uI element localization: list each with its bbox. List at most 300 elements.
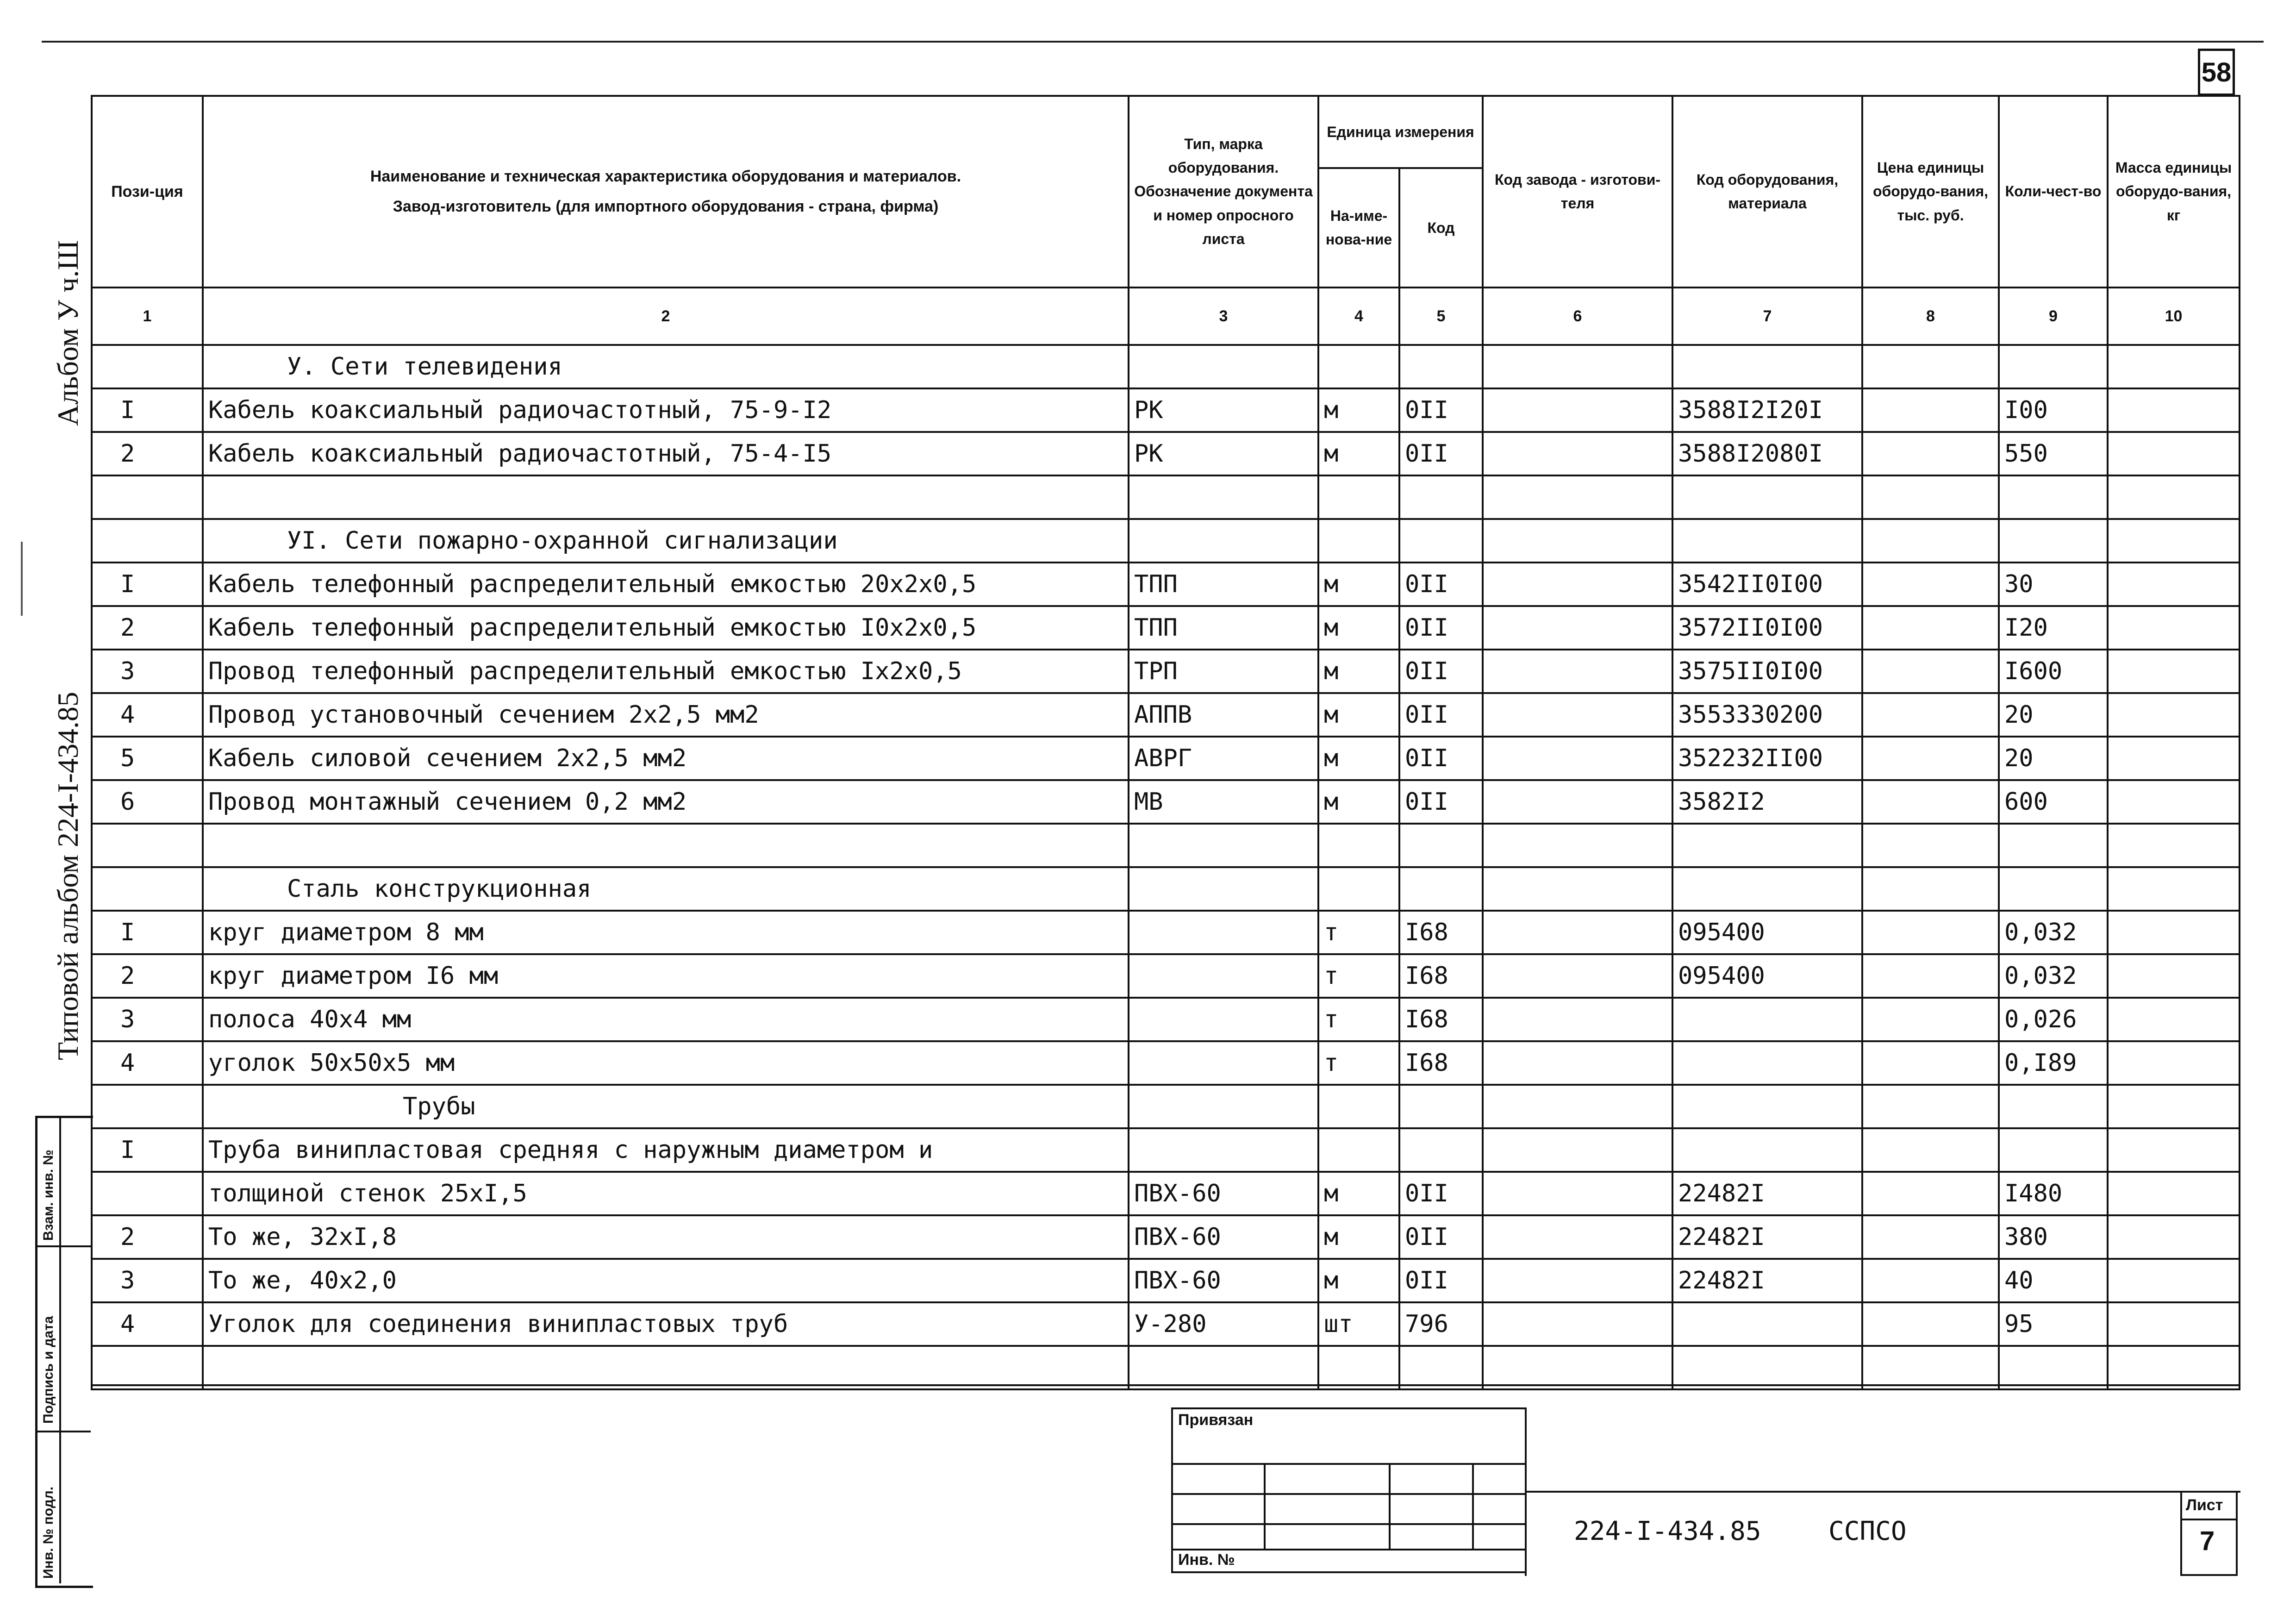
row-factory-code (1483, 1128, 1672, 1172)
row-qty (1999, 824, 2108, 867)
row-qty: I600 (1999, 650, 2108, 693)
section-row (92, 867, 2240, 911)
col-number: 4 (1318, 288, 1399, 345)
row-type: У-280 (1129, 1302, 1318, 1346)
row-qty: 0,032 (1999, 911, 2108, 954)
row-unit-code (1399, 475, 1483, 519)
row-qty: I00 (1999, 388, 2108, 432)
row-name: Кабель коаксиальный радиочастотный, 75-9-I2 (203, 388, 1129, 432)
row-price (1862, 867, 1999, 911)
row-name: Кабель силовой сечением 2х2,5 мм2 (203, 737, 1129, 780)
row-price (1862, 1085, 1999, 1128)
row-equip-code (1672, 1346, 1862, 1389)
row-position: 2 (92, 432, 203, 475)
row-equip-code: 22482I (1672, 1259, 1862, 1302)
table-row (92, 824, 2240, 867)
row-factory-code (1483, 954, 1672, 998)
row-price (1862, 563, 1999, 606)
row-type: ТПП (1129, 563, 1318, 606)
table-row (92, 998, 2240, 1041)
row-name: полоса 40х4 мм (203, 998, 1129, 1041)
row-type: ТПП (1129, 606, 1318, 650)
row-unit-code: 0II (1399, 650, 1483, 693)
row-qty: I20 (1999, 606, 2108, 650)
row-position (92, 345, 203, 388)
row-type (1129, 345, 1318, 388)
row-position: I (92, 1128, 203, 1172)
row-unit (1318, 1346, 1399, 1389)
table-row (92, 1041, 2240, 1085)
row-equip-code: 3588I2080I (1672, 432, 1862, 475)
row-price (1862, 824, 1999, 867)
col-number: 1 (92, 288, 203, 345)
row-factory-code (1483, 737, 1672, 780)
row-name: То же, 40х2,0 (203, 1259, 1129, 1302)
row-price (1862, 780, 1999, 824)
row-position: 2 (92, 606, 203, 650)
row-mass (2108, 650, 2240, 693)
header-name-line2: Завод-изготовитель (для импортного оборудования - страна, фирма) (393, 198, 939, 215)
row-mass (2108, 911, 2240, 954)
bound-line-v1 (1264, 1463, 1266, 1549)
col-number: 8 (1862, 288, 1999, 345)
row-name (203, 824, 1129, 867)
row-type: РК (1129, 432, 1318, 475)
row-unit (1318, 867, 1399, 911)
row-equip-code (1672, 824, 1862, 867)
row-type (1129, 1085, 1318, 1128)
row-name (203, 475, 1129, 519)
col-number: 3 (1129, 288, 1318, 345)
row-name: круг диаметром 8 мм (203, 911, 1129, 954)
row-unit-code (1399, 1346, 1483, 1389)
row-factory-code (1483, 693, 1672, 737)
header-unit-name: На-име-нова-ние (1318, 168, 1399, 288)
row-name: У. Сети телевидения (203, 345, 1129, 388)
row-mass (2108, 998, 2240, 1041)
row-name: Кабель телефонный распределительный емкостью I0х2х0,5 (203, 606, 1129, 650)
bound-line-h4 (1171, 1549, 1525, 1550)
row-type: РК (1129, 388, 1318, 432)
row-qty: 95 (1999, 1302, 2108, 1346)
stamp-label-vzam: Взам. инв. № (41, 1150, 56, 1241)
row-qty: 40 (1999, 1259, 2108, 1302)
row-factory-code (1483, 1085, 1672, 1128)
table-row (92, 1172, 2240, 1215)
header-qty: Коли-чест-во (1999, 96, 2108, 288)
row-type (1129, 998, 1318, 1041)
table-row (92, 650, 2240, 693)
row-mass (2108, 345, 2240, 388)
row-name: Кабель телефонный распределительный емкостью 20х2х0,5 (203, 563, 1129, 606)
table-row (92, 737, 2240, 780)
row-qty: 550 (1999, 432, 2108, 475)
row-mass (2108, 1041, 2240, 1085)
row-name: Провод установочный сечением 2х2,5 мм2 (203, 693, 1129, 737)
row-unit-code: 0II (1399, 693, 1483, 737)
row-unit: т (1318, 1041, 1399, 1085)
table-row (92, 1346, 2240, 1389)
row-price (1862, 1172, 1999, 1215)
header-factory-code: Код завода - изготови-теля (1483, 96, 1672, 288)
row-name: круг диаметром I6 мм (203, 954, 1129, 998)
row-mass (2108, 824, 2240, 867)
row-unit-code (1399, 519, 1483, 563)
row-factory-code (1483, 911, 1672, 954)
row-price (1862, 1259, 1999, 1302)
table-row (92, 1302, 2240, 1346)
header-name (203, 96, 1129, 288)
row-qty (1999, 345, 2108, 388)
table-row (92, 780, 2240, 824)
row-position (92, 1346, 203, 1389)
row-unit: м (1318, 432, 1399, 475)
row-position: I (92, 563, 203, 606)
row-price (1862, 519, 1999, 563)
row-mass (2108, 1302, 2240, 1346)
row-name: УI. Сети пожарно-охранной сигнализации (203, 519, 1129, 563)
stamp-label-podpis: Подпись и дата (41, 1316, 56, 1424)
row-type (1129, 1346, 1318, 1389)
table-row (92, 475, 2240, 519)
section-row (92, 519, 2240, 563)
row-price (1862, 1041, 1999, 1085)
side-label-typical-album: Типовой альбом 224-I-434.85 (51, 692, 84, 1060)
side-label-album: Альбом У ч.Ш (51, 240, 84, 426)
row-equip-code (1672, 998, 1862, 1041)
row-equip-code: 095400 (1672, 911, 1862, 954)
row-name: уголок 50х50х5 мм (203, 1041, 1129, 1085)
row-equip-code: 3553330200 (1672, 693, 1862, 737)
bound-line-v2 (1389, 1463, 1391, 1549)
row-type (1129, 824, 1318, 867)
row-name: толщиной стенок 25хI,5 (203, 1172, 1129, 1215)
row-qty: 20 (1999, 693, 2108, 737)
bound-label: Привязан (1178, 1411, 1254, 1429)
row-price (1862, 388, 1999, 432)
row-factory-code (1483, 1172, 1672, 1215)
row-unit (1318, 824, 1399, 867)
row-unit: т (1318, 954, 1399, 998)
row-unit-code: I68 (1399, 911, 1483, 954)
row-factory-code (1483, 519, 1672, 563)
section-row (92, 345, 2240, 388)
row-equip-code: 095400 (1672, 954, 1862, 998)
row-price (1862, 954, 1999, 998)
row-equip-code: 3588I2I20I (1672, 388, 1862, 432)
row-type: МВ (1129, 780, 1318, 824)
row-type (1129, 911, 1318, 954)
row-qty: 30 (1999, 563, 2108, 606)
row-position: 3 (92, 1259, 203, 1302)
row-factory-code (1483, 606, 1672, 650)
row-unit-code: 0II (1399, 780, 1483, 824)
row-mass (2108, 432, 2240, 475)
row-price (1862, 998, 1999, 1041)
doc-type: ССПСО (1828, 1516, 1907, 1546)
row-mass (2108, 1128, 2240, 1172)
row-equip-code (1672, 1302, 1862, 1346)
doc-code: 224-I-434.85 (1574, 1516, 1761, 1546)
header-type: Тип, марка оборудования. Обозначение документа и номер опросного листа (1129, 96, 1318, 288)
row-name: Провод монтажный сечением 0,2 мм2 (203, 780, 1129, 824)
row-qty: 0,I89 (1999, 1041, 2108, 1085)
row-type (1129, 519, 1318, 563)
row-position (92, 867, 203, 911)
row-qty (1999, 519, 2108, 563)
row-unit-code (1399, 1085, 1483, 1128)
table-header-row (92, 96, 2240, 168)
row-mass (2108, 475, 2240, 519)
row-unit: м (1318, 606, 1399, 650)
row-mass (2108, 954, 2240, 998)
header-price: Цена единицы оборудо-вания, тыс. руб. (1862, 96, 1999, 288)
row-factory-code (1483, 345, 1672, 388)
bound-line-v3 (1472, 1463, 1474, 1549)
col-number: 10 (2108, 288, 2240, 345)
row-unit-code: I68 (1399, 998, 1483, 1041)
row-factory-code (1483, 867, 1672, 911)
row-unit-code: 0II (1399, 1215, 1483, 1259)
row-unit-code: 0II (1399, 737, 1483, 780)
row-position: I (92, 388, 203, 432)
row-qty (1999, 1085, 2108, 1128)
row-unit (1318, 475, 1399, 519)
row-qty (1999, 867, 2108, 911)
row-unit (1318, 1085, 1399, 1128)
row-position (92, 1085, 203, 1128)
row-qty (1999, 1128, 2108, 1172)
table-row (92, 693, 2240, 737)
row-type: ТРП (1129, 650, 1318, 693)
row-position (92, 475, 203, 519)
row-equip-code (1672, 867, 1862, 911)
row-unit: т (1318, 911, 1399, 954)
table-row (92, 388, 2240, 432)
row-factory-code (1483, 780, 1672, 824)
row-equip-code: 352232II00 (1672, 737, 1862, 780)
side-tick (21, 542, 23, 616)
row-mass (2108, 606, 2240, 650)
row-unit: т (1318, 998, 1399, 1041)
row-mass (2108, 1215, 2240, 1259)
row-unit: шт (1318, 1302, 1399, 1346)
col-number: 2 (203, 288, 1129, 345)
row-price (1862, 475, 1999, 519)
table-row (92, 911, 2240, 954)
row-name: Сталь конструкционная (203, 867, 1129, 911)
row-type: ПВХ-60 (1129, 1259, 1318, 1302)
col-number: 6 (1483, 288, 1672, 345)
row-equip-code: 3572II0I00 (1672, 606, 1862, 650)
row-type (1129, 1128, 1318, 1172)
row-mass (2108, 388, 2240, 432)
row-position: 3 (92, 650, 203, 693)
table-row (92, 1128, 2240, 1172)
row-name: Провод телефонный распределительный емкостью Iх2х0,5 (203, 650, 1129, 693)
row-mass (2108, 737, 2240, 780)
row-qty (1999, 475, 2108, 519)
row-mass (2108, 519, 2240, 563)
row-type: АВРГ (1129, 737, 1318, 780)
row-factory-code (1483, 432, 1672, 475)
col-number: 9 (1999, 288, 2108, 345)
row-qty: 0,026 (1999, 998, 2108, 1041)
sheet-label: Лист (2186, 1496, 2223, 1514)
row-equip-code (1672, 345, 1862, 388)
row-price (1862, 650, 1999, 693)
row-name: Уголок для соединения винипластовых труб (203, 1302, 1129, 1346)
row-unit-code: I68 (1399, 1041, 1483, 1085)
row-qty: 20 (1999, 737, 2108, 780)
section-row (92, 1085, 2240, 1128)
row-mass (2108, 1346, 2240, 1389)
header-unit-code: Код (1399, 168, 1483, 288)
header-name-line1: Наименование и техническая характеристика оборудования и материалов. (370, 168, 961, 186)
row-factory-code (1483, 563, 1672, 606)
row-name: Трубы (203, 1085, 1129, 1128)
row-type (1129, 954, 1318, 998)
header-unit: Единица измерения (1318, 96, 1483, 168)
row-factory-code (1483, 1215, 1672, 1259)
header-equip-code: Код оборудования, материала (1672, 96, 1862, 288)
row-qty: 380 (1999, 1215, 2108, 1259)
top-rule (42, 41, 2264, 43)
row-equip-code: 3542II0I00 (1672, 563, 1862, 606)
row-position: 6 (92, 780, 203, 824)
row-type (1129, 867, 1318, 911)
row-name (203, 1346, 1129, 1389)
stamp-divider-1 (35, 1245, 91, 1247)
row-mass (2108, 780, 2240, 824)
row-price (1862, 911, 1999, 954)
row-unit-code (1399, 1128, 1483, 1172)
row-unit-code (1399, 345, 1483, 388)
row-unit-code: 0II (1399, 388, 1483, 432)
row-unit: м (1318, 1215, 1399, 1259)
row-factory-code (1483, 1302, 1672, 1346)
row-name: Кабель коаксиальный радиочастотный, 75-4-I5 (203, 432, 1129, 475)
row-price (1862, 1302, 1999, 1346)
row-position: 2 (92, 1215, 203, 1259)
inv-no-label: Инв. № (1178, 1551, 1235, 1569)
row-price (1862, 1128, 1999, 1172)
stamp-divider-v (59, 1116, 61, 1583)
row-qty: I480 (1999, 1172, 2108, 1215)
row-name: Труба винипластовая средняя с наружным диаметром и (203, 1128, 1129, 1172)
row-factory-code (1483, 1259, 1672, 1302)
row-equip-code (1672, 1128, 1862, 1172)
row-mass (2108, 1172, 2240, 1215)
row-factory-code (1483, 388, 1672, 432)
col-number: 5 (1399, 288, 1483, 345)
row-type: АППВ (1129, 693, 1318, 737)
column-number-row (92, 288, 2240, 345)
row-qty: 0,032 (1999, 954, 2108, 998)
sheet-box-divider (2180, 1519, 2236, 1520)
row-unit-code: 0II (1399, 1172, 1483, 1215)
row-unit: м (1318, 650, 1399, 693)
row-unit: м (1318, 737, 1399, 780)
row-factory-code (1483, 650, 1672, 693)
row-mass (2108, 1085, 2240, 1128)
row-qty: 600 (1999, 780, 2108, 824)
row-unit-code: 0II (1399, 432, 1483, 475)
sheet-number: 7 (2200, 1526, 2215, 1556)
row-price (1862, 432, 1999, 475)
row-price (1862, 606, 1999, 650)
row-type: ПВХ-60 (1129, 1215, 1318, 1259)
stamp-label-inv-podl: Инв. № подл. (41, 1486, 56, 1579)
row-position: 5 (92, 737, 203, 780)
col-number: 7 (1672, 288, 1862, 345)
header-mass: Масса единицы оборудо-вания, кг (2108, 96, 2240, 288)
row-equip-code (1672, 1041, 1862, 1085)
row-unit: м (1318, 780, 1399, 824)
row-position (92, 824, 203, 867)
row-equip-code: 3575II0I00 (1672, 650, 1862, 693)
row-equip-code (1672, 1085, 1862, 1128)
row-factory-code (1483, 824, 1672, 867)
row-position: 4 (92, 1041, 203, 1085)
row-equip-code (1672, 519, 1862, 563)
row-unit-code: 0II (1399, 606, 1483, 650)
page-number: 58 (2198, 49, 2235, 96)
row-unit: м (1318, 563, 1399, 606)
row-unit: м (1318, 388, 1399, 432)
table-row (92, 1259, 2240, 1302)
row-position: I (92, 911, 203, 954)
row-factory-code (1483, 1346, 1672, 1389)
row-factory-code (1483, 1041, 1672, 1085)
row-price (1862, 1346, 1999, 1389)
row-type (1129, 1041, 1318, 1085)
row-position: 4 (92, 1302, 203, 1346)
row-unit-code: 0II (1399, 563, 1483, 606)
row-price (1862, 345, 1999, 388)
stamp-divider-2 (35, 1431, 91, 1432)
row-unit-code (1399, 867, 1483, 911)
row-price (1862, 737, 1999, 780)
row-price (1862, 693, 1999, 737)
table-row (92, 1215, 2240, 1259)
row-unit: м (1318, 693, 1399, 737)
row-unit-code: 0II (1399, 1259, 1483, 1302)
row-unit-code (1399, 824, 1483, 867)
row-mass (2108, 693, 2240, 737)
specification-table (91, 95, 2240, 1390)
row-factory-code (1483, 998, 1672, 1041)
row-position: 4 (92, 693, 203, 737)
table-row (92, 432, 2240, 475)
row-equip-code: 22482I (1672, 1215, 1862, 1259)
row-mass (2108, 563, 2240, 606)
row-position (92, 519, 203, 563)
row-price (1862, 1215, 1999, 1259)
row-unit (1318, 519, 1399, 563)
row-type (1129, 475, 1318, 519)
row-equip-code: 3582I2 (1672, 780, 1862, 824)
row-position: 2 (92, 954, 203, 998)
row-unit (1318, 345, 1399, 388)
row-position: 3 (92, 998, 203, 1041)
row-unit: м (1318, 1259, 1399, 1302)
row-equip-code (1672, 475, 1862, 519)
row-unit: м (1318, 1172, 1399, 1215)
row-mass (2108, 867, 2240, 911)
table-row (92, 563, 2240, 606)
row-position (92, 1172, 203, 1215)
